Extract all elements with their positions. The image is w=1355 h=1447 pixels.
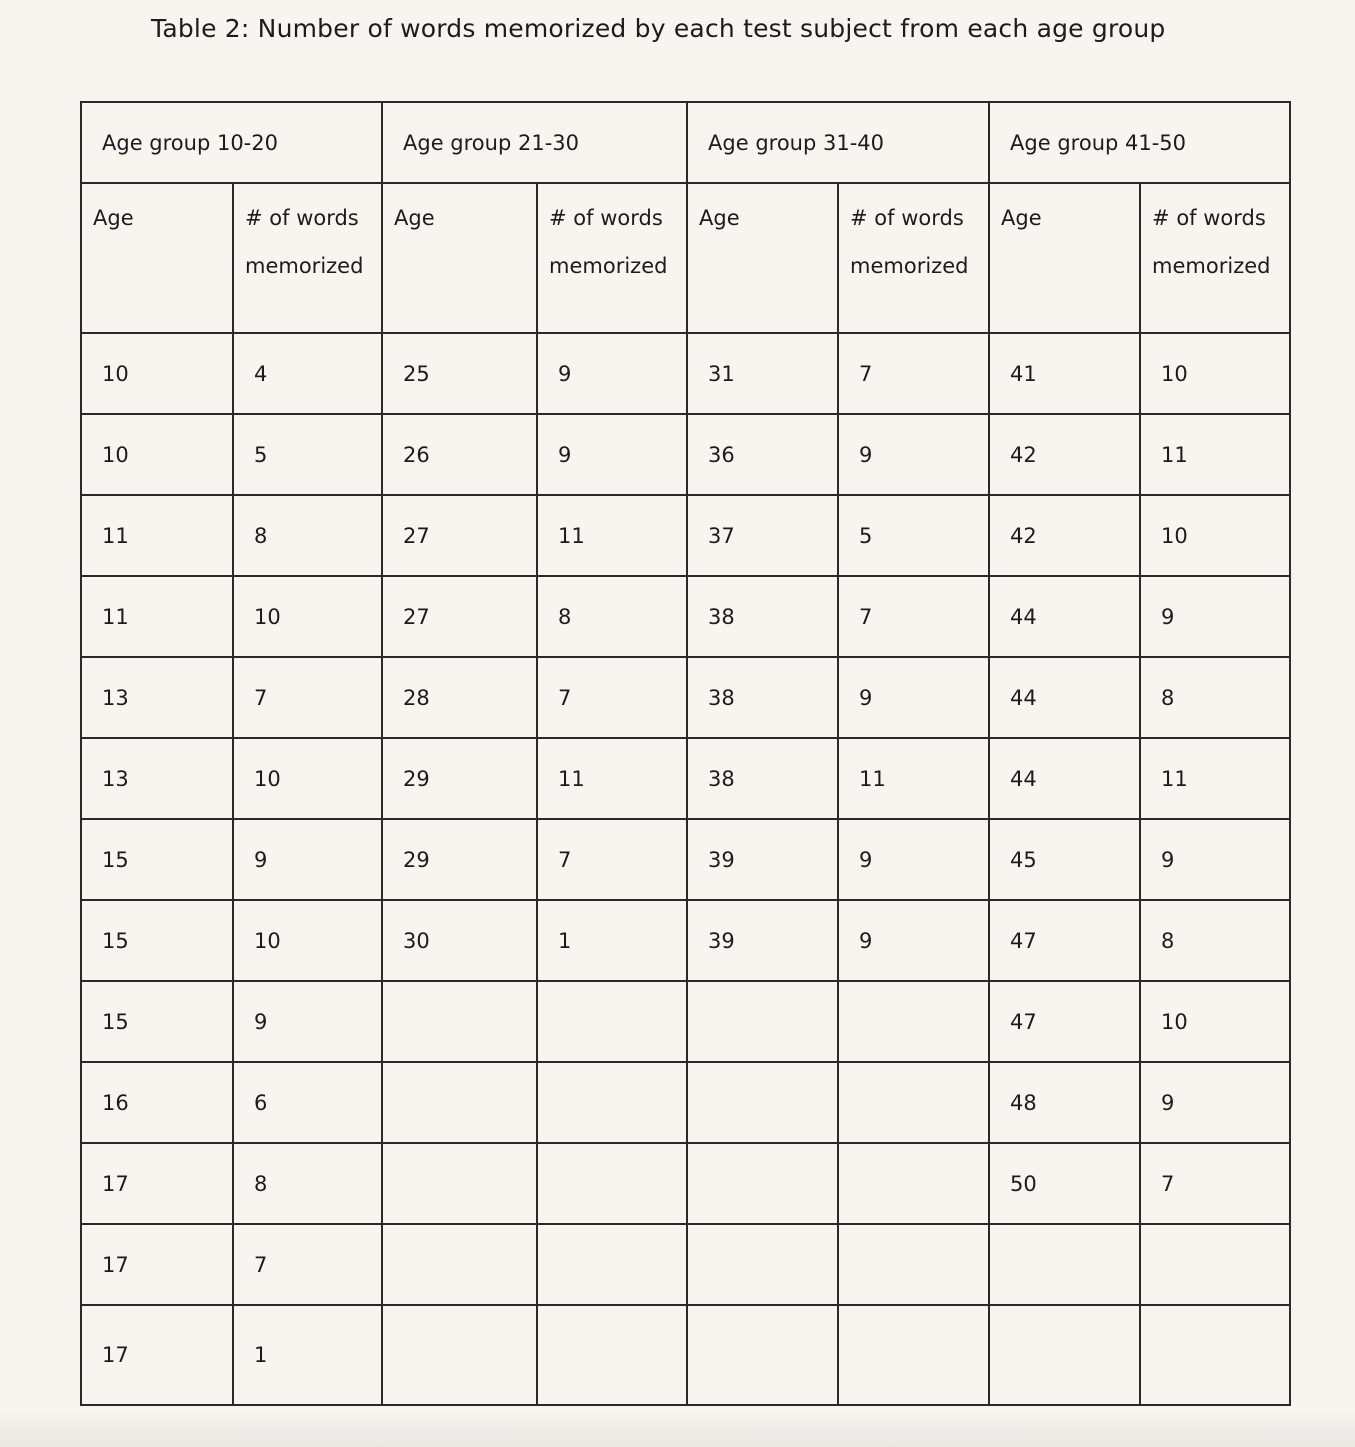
table-caption: Table 2: Number of words memorized by each test subject from each age group [151, 14, 1166, 43]
words-cell: 8 [1140, 657, 1290, 738]
age-cell [989, 1305, 1140, 1405]
age-cell: 29 [382, 738, 537, 819]
words-cell: 8 [537, 576, 687, 657]
table-row [81, 1224, 1290, 1305]
words-cell: 7 [838, 576, 989, 657]
group-header-cell: Age group 41-50 [989, 102, 1290, 183]
words-cell [838, 1143, 989, 1224]
words-cell: 7 [537, 819, 687, 900]
table-row [81, 576, 1290, 657]
age-cell: 27 [382, 495, 537, 576]
age-cell: 48 [989, 1062, 1140, 1143]
words-cell: 9 [1140, 819, 1290, 900]
table-row [81, 657, 1290, 738]
words-cell: 10 [233, 900, 382, 981]
words-cell: 9 [537, 333, 687, 414]
age-cell: 15 [81, 900, 233, 981]
age-cell: 38 [687, 657, 838, 738]
age-cell [989, 1224, 1140, 1305]
age-cell: 17 [81, 1305, 233, 1405]
words-cell: 9 [838, 657, 989, 738]
words-header-line1: # of words [245, 206, 359, 230]
words-cell: 10 [233, 576, 382, 657]
words-cell [537, 1062, 687, 1143]
age-cell: 17 [81, 1224, 233, 1305]
age-cell [687, 1305, 838, 1405]
words-cell [838, 1224, 989, 1305]
words-cell: 9 [1140, 1062, 1290, 1143]
group-header-row [81, 102, 1290, 183]
table-row [81, 900, 1290, 981]
age-cell: 38 [687, 576, 838, 657]
words-cell: 11 [537, 495, 687, 576]
age-column-header [687, 183, 838, 333]
words-header-line2: memorized [850, 254, 969, 278]
words-column-header [537, 183, 687, 333]
words-cell: 9 [838, 900, 989, 981]
table-row [81, 1143, 1290, 1224]
words-cell: 9 [838, 819, 989, 900]
words-cell: 1 [537, 900, 687, 981]
words-cell: 9 [233, 981, 382, 1062]
words-cell: 11 [537, 738, 687, 819]
age-cell [382, 981, 537, 1062]
words-cell: 7 [233, 657, 382, 738]
words-cell: 11 [1140, 414, 1290, 495]
words-cell: 7 [233, 1224, 382, 1305]
words-cell: 5 [838, 495, 989, 576]
words-header-line2: memorized [245, 254, 364, 278]
words-cell: 9 [537, 414, 687, 495]
age-header-label: Age [1001, 206, 1042, 230]
age-cell [687, 1224, 838, 1305]
page-bottom-shadow [0, 1407, 1355, 1447]
words-cell [1140, 1224, 1290, 1305]
table-row [81, 1062, 1290, 1143]
age-cell [382, 1062, 537, 1143]
words-column-header [838, 183, 989, 333]
age-cell: 10 [81, 333, 233, 414]
age-cell: 29 [382, 819, 537, 900]
age-cell: 13 [81, 657, 233, 738]
table-row [81, 333, 1290, 414]
age-cell [687, 1143, 838, 1224]
age-header-label: Age [93, 206, 134, 230]
table-row [81, 819, 1290, 900]
age-cell: 37 [687, 495, 838, 576]
table-row [81, 1305, 1290, 1405]
age-cell [687, 1062, 838, 1143]
words-cell: 9 [1140, 576, 1290, 657]
words-cell: 10 [1140, 495, 1290, 576]
words-column-header [233, 183, 382, 333]
words-cell: 8 [1140, 900, 1290, 981]
words-cell: 8 [233, 1143, 382, 1224]
table-body [81, 333, 1290, 1405]
age-cell: 47 [989, 900, 1140, 981]
words-cell: 5 [233, 414, 382, 495]
age-header-label: Age [699, 206, 740, 230]
age-cell: 26 [382, 414, 537, 495]
words-cell: 11 [838, 738, 989, 819]
group-header-cell: Age group 31-40 [687, 102, 989, 183]
group-header-cell: Age group 21-30 [382, 102, 687, 183]
words-cell [838, 981, 989, 1062]
words-cell: 10 [1140, 333, 1290, 414]
age-cell: 31 [687, 333, 838, 414]
words-cell: 11 [1140, 738, 1290, 819]
age-cell [687, 981, 838, 1062]
words-cell [537, 981, 687, 1062]
group-header-cell: Age group 10-20 [81, 102, 382, 183]
age-cell: 50 [989, 1143, 1140, 1224]
table-row [81, 495, 1290, 576]
words-cell: 7 [1140, 1143, 1290, 1224]
age-cell: 25 [382, 333, 537, 414]
words-cell: 10 [1140, 981, 1290, 1062]
age-cell: 45 [989, 819, 1140, 900]
age-column-header [989, 183, 1140, 333]
table-row [81, 981, 1290, 1062]
words-cell: 10 [233, 738, 382, 819]
age-cell: 39 [687, 900, 838, 981]
age-cell: 42 [989, 414, 1140, 495]
age-cell: 15 [81, 981, 233, 1062]
words-cell [537, 1224, 687, 1305]
words-cell: 7 [838, 333, 989, 414]
age-cell [382, 1224, 537, 1305]
age-column-header [81, 183, 233, 333]
age-cell: 42 [989, 495, 1140, 576]
table-row [81, 414, 1290, 495]
words-cell: 1 [233, 1305, 382, 1405]
words-cell: 9 [838, 414, 989, 495]
words-header-line2: memorized [1152, 254, 1271, 278]
age-cell: 15 [81, 819, 233, 900]
words-memorized-table [80, 101, 1291, 1406]
words-cell: 8 [233, 495, 382, 576]
age-cell: 36 [687, 414, 838, 495]
words-header-line2: memorized [549, 254, 668, 278]
age-cell: 11 [81, 576, 233, 657]
words-cell [537, 1305, 687, 1405]
words-column-header [1140, 183, 1290, 333]
column-header-row [81, 183, 1290, 333]
age-cell: 27 [382, 576, 537, 657]
age-cell [382, 1143, 537, 1224]
age-cell: 10 [81, 414, 233, 495]
age-cell: 38 [687, 738, 838, 819]
words-cell [838, 1062, 989, 1143]
age-cell: 16 [81, 1062, 233, 1143]
words-cell [838, 1305, 989, 1405]
age-cell: 11 [81, 495, 233, 576]
age-cell: 44 [989, 738, 1140, 819]
age-cell: 44 [989, 657, 1140, 738]
age-cell: 47 [989, 981, 1140, 1062]
words-cell: 4 [233, 333, 382, 414]
age-column-header [382, 183, 537, 333]
words-cell: 7 [537, 657, 687, 738]
words-cell [537, 1143, 687, 1224]
age-cell: 17 [81, 1143, 233, 1224]
words-cell: 6 [233, 1062, 382, 1143]
words-cell [1140, 1305, 1290, 1405]
age-cell: 39 [687, 819, 838, 900]
age-cell [382, 1305, 537, 1405]
table-row [81, 738, 1290, 819]
age-cell: 44 [989, 576, 1140, 657]
words-cell: 9 [233, 819, 382, 900]
age-header-label: Age [394, 206, 435, 230]
words-header-line1: # of words [1152, 206, 1266, 230]
age-cell: 13 [81, 738, 233, 819]
words-header-line1: # of words [850, 206, 964, 230]
words-header-line1: # of words [549, 206, 663, 230]
age-cell: 30 [382, 900, 537, 981]
age-cell: 41 [989, 333, 1140, 414]
age-cell: 28 [382, 657, 537, 738]
